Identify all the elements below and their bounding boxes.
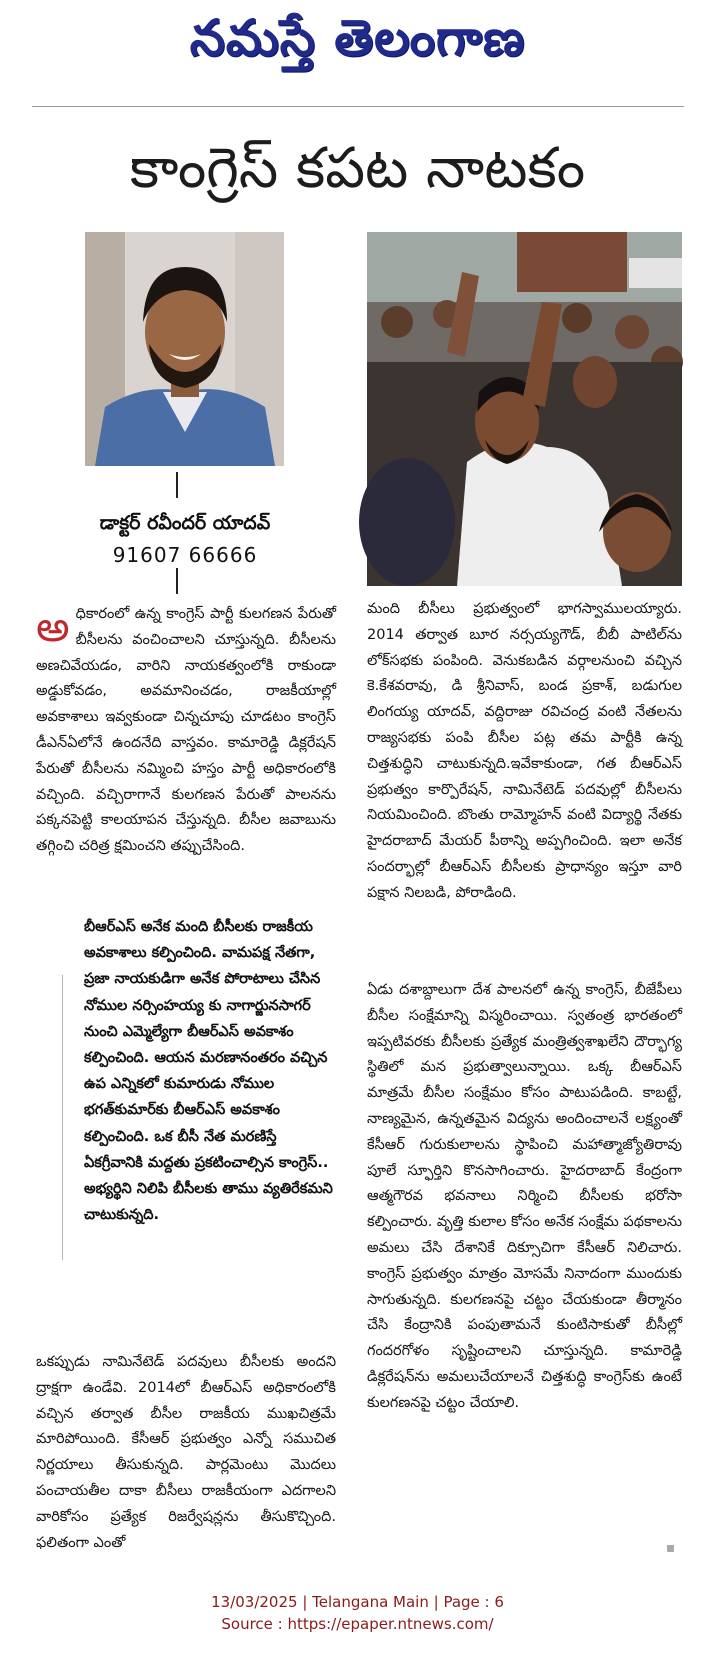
drop-cap: అ <box>36 602 70 651</box>
author-connector-bottom <box>176 568 178 594</box>
newspaper-masthead: నమస్తే తెలంగాణ <box>189 9 526 67</box>
header-divider <box>32 106 684 107</box>
author-name: డాక్టర్ రవీందర్ యాదవ్ <box>99 512 271 534</box>
right-para2-text: ఏడు దశాబ్దాలుగా దేశ పాలనలో ఉన్న కాంగ్రెస్, బీజేపీలు బీసీల సంక్షేమాన్ని విస్మరించాయి. స్వతంత్ర భారతంలో ఇప్పటివరకు బీసీలకు ప్రత్యేక మంత్రిత్వశాఖలేని దౌర్భాగ్య స్థితిలో మన ప్రభుత్వాలున్నాయి. ఒక్క బీఆర్ఎస్ మాత్రమే బీసీల సంక్షేమం కోసం పాటుపడింది. కాబట్టే, నాణ్యమైన, ఉన్నతమైన విద్యను అందించాలనే లక్ష్యంతో కేసీఆర్ గురుకులాలను స్థాపించి మహాత్మాజ్యోతిరావు పూలే స్ఫూర్తిని కొనసాగించారు. హైదరాబాద్ కేంద్రంగా ఆత్మగౌరవ భవనాలు నిర్మించి బీసీలకు భరోసా కల్పించారు. వృత్తి కులాల కోసం అనేక సంక్షేమ పథకాలను అమలు చేసి దేశానికే దిక్సూచిగా కేసీఆర్ నిలిచారు. కాంగ్రెస్ ప్రభుత్వం మాత్రం మోసమే నినాదంగా ముందుకు సాగుతున్నది. కులగణనపై చట్టం చేయకుండా తీర్మానం చేసి కేంద్రానికి పంపుతామనే కుంటిసాకుతో బీసీల్లో గందరగోళం సృష్టించాలని చూస్తున్నది. కామారెడ్డి డిక్లరేషన్‌ను అమలుచేయాలనే చిత్తశుద్ధి కాంగ్రెస్‌కు ఉంటే కులగణనపై చట్టం చేయాలి. <box>367 982 682 1411</box>
article-left-para1 <box>36 602 336 924</box>
end-marker <box>667 1545 674 1552</box>
article-right-para1 <box>367 597 682 959</box>
article-right-para2 <box>367 978 682 1546</box>
article-headline: కాంగ్రెస్ కపట నాటకం <box>129 136 586 201</box>
left-para1-text: ధికారంలో ఉన్న కాంగ్రెస్ పార్టీ కులగణన పేరుతో బీసీలను వంచించాలని చూస్తున్నది. బీసీలను అణచివేయడం, వారిని నాయకత్వంలోకి రాకుండా అడ్డుకోవడం, అవమానించడం, రాజకీయాల్లో అవకాశాలు ఇవ్వకుండా చిన్నచూపు చూడటం కాంగ్రెస్ డీఎన్ఏలోనే ఉందనేది వాస్తవం. కామారెడ్డి డిక్లరేషన్ పేరుతో బీసీలను నమ్మించి హస్తం పార్టీ అధికారంలోకి వచ్చింది. వచ్చిరాగానే కులగణన పేరుతో పాలనను పక్కనపెట్టి కాలయాపన చేస్తున్నది. బీసీల జవాబును తగ్గించి చరిత్ర క్షమించని తప్పుచేసింది. <box>36 606 336 855</box>
right-para1-text: మంది బీసీలు ప్రభుత్వంలో భాగస్వాములయ్యారు. 2014 తర్వాత బూర నర్సయ్యగౌడ్, బీబీ పాటిల్‌ను లోక్‌సభకు పంపింది. వెనుకబడిన వర్గాలనుంచి వచ్చిన కె.కేశవరావు, డి శ్రీనివాస్, బండ ప్రకాశ్, బడుగుల లింగయ్య యాదవ్, వద్దిరాజు రవిచంద్ర వంటి నేతలను రాజ్యసభకు పంపి బీసీల పట్ల తమ పార్టీకి ఉన్న చిత్తశుద్ధిని చాటుకున్నది.ఇవేకాకుండా, గత బీఆర్ఎస్ ప్రభుత్వం కార్పొరేషన్, నామినేటెడ్ పదవుల్లో బీసీలను నియమించింది. బొంతు రామ్మోహన్ వంటి విద్యార్థి నేతకు హైదరాబాద్ మేయర్ పీఠాన్ని అప్పగించింది. ఇలా అనేక సందర్భాల్లో బీఆర్ఎస్ బీసీలకు ప్రాధాన్యం ఇస్తూ వారి పక్షాన నిలబడి, పోరాడింది. <box>367 601 682 901</box>
author-phone: 91607 66666 <box>112 543 258 567</box>
footer-source: Source : https://epaper.ntnews.com/ <box>221 1615 494 1633</box>
author-connector-top <box>176 472 178 498</box>
protest-photo <box>367 232 682 586</box>
article-left-para2 <box>36 1350 336 1551</box>
author-photo <box>85 232 284 466</box>
pull-quote: బీఆర్ఎస్ అనేక మంది బీసీలకు రాజకీయ అవకాశాలు కల్పించింది. వామపక్ష నేతగా, ప్రజా నాయకుడిగా అనేక పోరాటాలు చేసిన నోముల నర్సింహయ్య కు నాగార్జునసాగర్ నుంచి ఎమ్మెల్యేగా బీఆర్ఎస్ అవకాశం కల్పించింది. ఆయన మరణానంతరం వచ్చిన ఉప ఎన్నికలో కుమారుడు నోముల భగత్‌కుమార్‌కు బీఆర్ఎస్ అవకాశం కల్పించింది. ఒక బీసీ నేత మరణిస్తే ఏకగ్రీవానికి మద్దతు ప్రకటించాల్సిన కాంగ్రెస్.. అభ్యర్థిని నిలిపి బీసీలకు తాము వ్యతిరేకమని చాటుకున్నది. <box>84 919 333 1224</box>
footer-dateline: 13/03/2025 | Telangana Main | Page : 6 <box>211 1593 504 1611</box>
pull-quote-bar <box>62 975 63 1260</box>
left-para2-text: ఒకప్పుడు నామినేటెడ్ పదవులు బీసీలకు అందని ద్రాక్షగా ఉండేవి. 2014లో బీఆర్ఎస్ అధికారంలోకి వచ్చిన తర్వాత బీసీల రాజకీయ ముఖచిత్రమే మారిపోయింది. కేసీఆర్ ప్రభుత్వం ఎన్నో సముచిత నిర్ణయాలు తీసుకున్నది. పార్లమెంటు మొదలు పంచాయతీల దాకా బీసీలు రాజకీయంగా ఎదగాలని వారికోసం ప్రత్యేక రిజర్వేషన్లను తీసుకొచ్చింది. ఫలితంగా ఎంతో <box>36 1354 336 1551</box>
